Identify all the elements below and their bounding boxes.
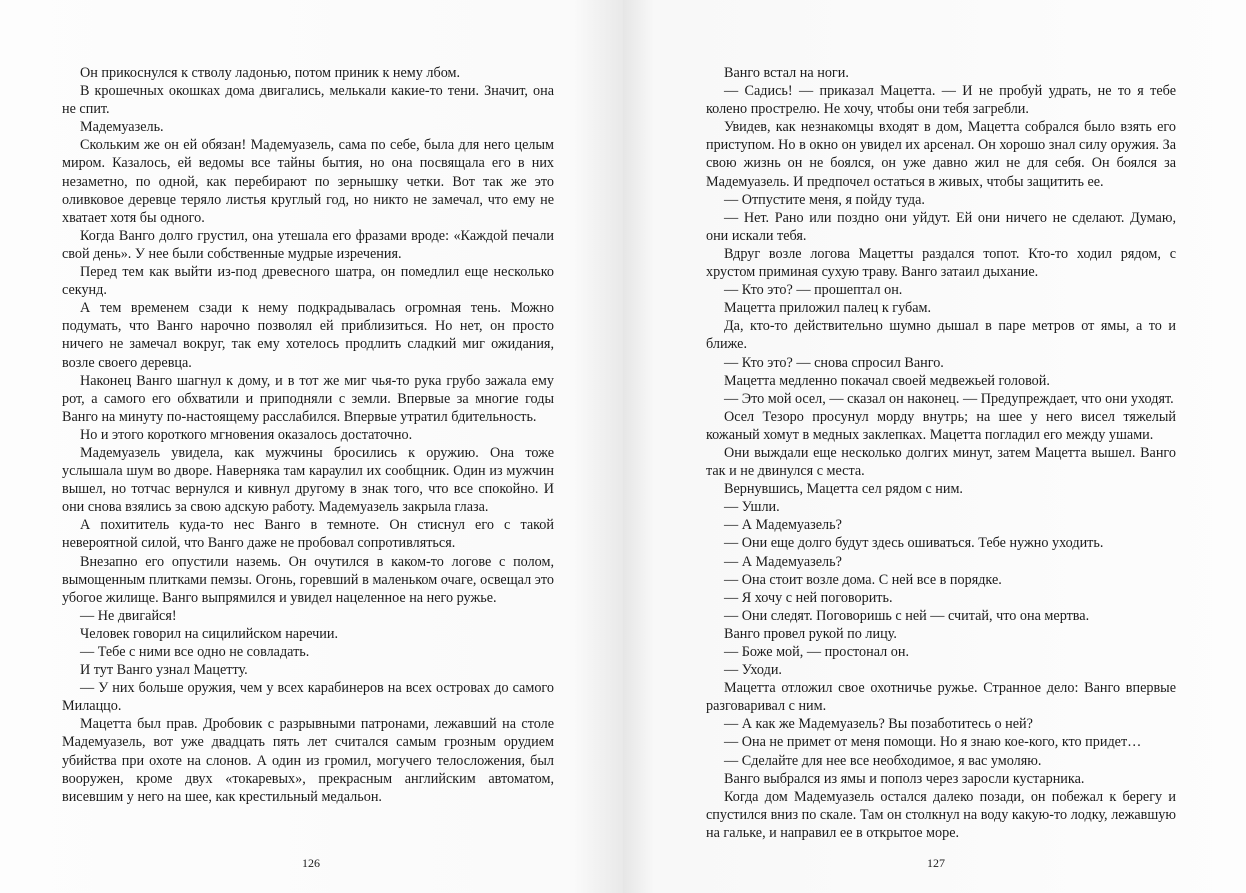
left-page-text bbox=[62, 64, 554, 806]
paragraph: Ванго встал на ноги. bbox=[724, 65, 849, 81]
paragraph: — Я хочу с ней поговорить. bbox=[724, 589, 893, 606]
paragraph: — Отпустите меня, я пойду туда. bbox=[724, 191, 925, 208]
paragraph: — Они еще долго будут здесь ошиваться. Тебе нужно уходить. bbox=[724, 535, 1104, 552]
page-number: 126 bbox=[302, 856, 320, 870]
right-page-text bbox=[706, 64, 1176, 842]
paragraph: Перед тем как выйти из-под древесного шатра, он помедлил еще несколько секунд. bbox=[62, 264, 554, 299]
paragraph: Они выждали еще несколько долгих минут, затем Мацетта вышел. Ванго так и не двинулся с места. bbox=[706, 444, 1176, 480]
paragraph: Вдруг возле логова Мацетты раздался топот. Кто-то ходил рядом, с хрустом приминая сухую траву. Ванго затаил дыхание. bbox=[706, 245, 1176, 281]
paragraph: Когда дом Мадемуазель остался далеко позади, он побежал к берегу и спустился вниз по скале. Там он столкнул на воду какую-то лодку, лежавшую на гальке, и направил ее в открытое море. bbox=[706, 788, 1176, 841]
paragraph: — Боже мой, — простонал он. bbox=[724, 644, 909, 660]
paragraph: Ванго выбрался из ямы и пополз через заросли кустарника. bbox=[724, 770, 1085, 787]
paragraph: — Она стоит возле дома. С ней все в порядке. bbox=[724, 571, 1002, 588]
paragraph: А похититель куда-то нес Ванго в темноте. Он стиснул его с такой невероятной силой, что Ванго даже не пробовал сопротивляться. bbox=[62, 517, 554, 552]
paragraph: — Они следят. Поговоришь с ней — считай, что она мертва. bbox=[724, 607, 1090, 624]
paragraph: Увидев, как незнакомцы входят в дом, Мацетта собрался было взять его приступом. Но в окно он увидел их арсенал. Он хорошо знал силу оружия. За свою жизнь он не боялся, он уже давно жил не для себя. Он боялся за Мадемуазель. И предпочел остаться в живых, чтобы защитить ее. bbox=[706, 119, 1176, 190]
right-page bbox=[623, 0, 1246, 893]
paragraph: Мацетта приложил палец к губам. bbox=[724, 300, 932, 317]
paragraph: Ванго провел рукой по лицу. bbox=[724, 625, 897, 642]
paragraph: — Кто это? — снова спросил Ванго. bbox=[724, 354, 944, 371]
paragraph: Наконец Ванго шагнул к дому, и в тот же миг чья-то рука грубо зажала ему рот, а самого его обхватили и приподняли с земли. Впервые за многие годы Ванго на минуту по-настоящему расслабился. Впервые утратил бдительность. bbox=[62, 372, 554, 425]
paragraph: — А как же Мадемуазель? Вы позаботитесь о ней? bbox=[724, 716, 1033, 733]
paragraph: — Это мой осел, — сказал он наконец. — Предупреждает, что они уходят. bbox=[724, 390, 1174, 407]
paragraph: Скольким же он ей обязан! Мадемуазель, сама по себе, была для него целым миром. Казалось, ей ведомы все тайны бытия, но она посвящала его в них незаметно, по одной, как перебирают по зернышку четки. Вот так же это оливковое деревце теряло листья круглый год, но никто не замечал, что ему не хватает хотя бы одного. bbox=[62, 137, 554, 226]
page-number: 127 bbox=[927, 856, 945, 870]
paragraph: Мацетта отложил свое охотничье ружье. Странное дело: Ванго впервые разговаривал с ним. bbox=[706, 680, 1176, 715]
paragraph: А тем временем сзади к нему подкрадывалась огромная тень. Можно подумать, что Ванго нарочно позволял ей приблизиться. Но нет, он просто ничего не замечал вокруг, так ему хотелось продлить сладкий миг ожидания, возле своего деревца. bbox=[62, 300, 554, 371]
paragraph: Мацетта был прав. Дробовик с разрывными патронами, лежавший на столе Мадемуазель, вот уже двадцать пять лет считался самым грозным орудием убийства при охоте на слонов. А один из громил, могучего телосложения, был вооружен, кроме двух «токаревых», прекрасным английским автоматом, висевшим у него на шее, как крестильный медальон. bbox=[62, 716, 554, 805]
paragraph: — Кто это? — прошептал он. bbox=[724, 282, 903, 299]
paragraph: — Садись! — приказал Мацетта. — И не пробуй удрать, не то я тебе колено прострелю. Не хочу, чтобы они тебя загребли. bbox=[706, 83, 1176, 118]
paragraph: Мацетта медленно покачал своей медвежьей головой. bbox=[724, 372, 1050, 389]
paragraph: Осел Тезоро просунул морду внутрь; на шее у него висел тяжелый кожаный хомут в медных заклепках. Мацетта погладил его между ушами. bbox=[706, 408, 1176, 443]
paragraph: Мадемуазель увидела, как мужчины бросились к оружию. Она тоже услышала шум во дворе. Наверняка там караулил их сообщник. Один из мужчин вышел, но тотчас вернулся и кивнул другому в знак того, что все спокойно. И они снова взялись за свою адскую работу. Мадемуазель закрыла глаза. bbox=[62, 444, 554, 516]
paragraph: Да, кто-то действительно шумно дышал в паре метров от ямы, а то и ближе. bbox=[706, 318, 1176, 353]
paragraph: — Сделайте для нее все необходимое, я вас умоляю. bbox=[724, 752, 1042, 769]
paragraph: Мадемуазель. bbox=[80, 119, 164, 136]
paragraph: Он прикоснулся к стволу ладонью, потом приник к нему лбом. bbox=[80, 65, 461, 81]
paragraph: Но и этого короткого мгновения оказалось достаточно. bbox=[80, 426, 413, 443]
paragraph: — Уходи. bbox=[724, 662, 782, 679]
paragraph: — Она не примет от меня помощи. Но я знаю кое-кого, кто придет… bbox=[724, 734, 1142, 751]
paragraph: — У них больше оружия, чем у всех карабинеров на всех островах до самого Милаццо. bbox=[62, 680, 554, 715]
paragraph: В крошечных окошках дома двигались, мелькали какие-то тени. Значит, она не спит. bbox=[62, 83, 554, 118]
paragraph: И тут Ванго узнал Мацетту. bbox=[80, 662, 248, 679]
paragraph: — А Мадемуазель? bbox=[724, 553, 842, 570]
paragraph: Когда Ванго долго грустил, она утешала его фразами вроде: «Каждой печали свой день». У нее были собственные мудрые изречения. bbox=[62, 227, 554, 262]
paragraph: Внезапно его опустили наземь. Он очутился в каком-то логове с полом, вымощенным плитками пемзы. Огонь, горевший в маленьком очаге, освещал это убогое жилище. Ванго выпрямился и увидел нацеленное на него ружье. bbox=[62, 553, 554, 606]
paragraph: — А Мадемуазель? bbox=[724, 517, 842, 534]
paragraph: — Ушли. bbox=[724, 499, 780, 516]
paragraph: — Не двигайся! bbox=[80, 607, 177, 624]
paragraph: — Тебе с ними все одно не совладать. bbox=[80, 644, 310, 660]
paragraph: Вернувшись, Мацетта сел рядом с ним. bbox=[724, 481, 963, 498]
paragraph: — Нет. Рано или поздно они уйдут. Ей они ничего не сделают. Думаю, они искали тебя. bbox=[706, 209, 1176, 244]
paragraph: Человек говорил на сицилийском наречии. bbox=[80, 625, 338, 642]
